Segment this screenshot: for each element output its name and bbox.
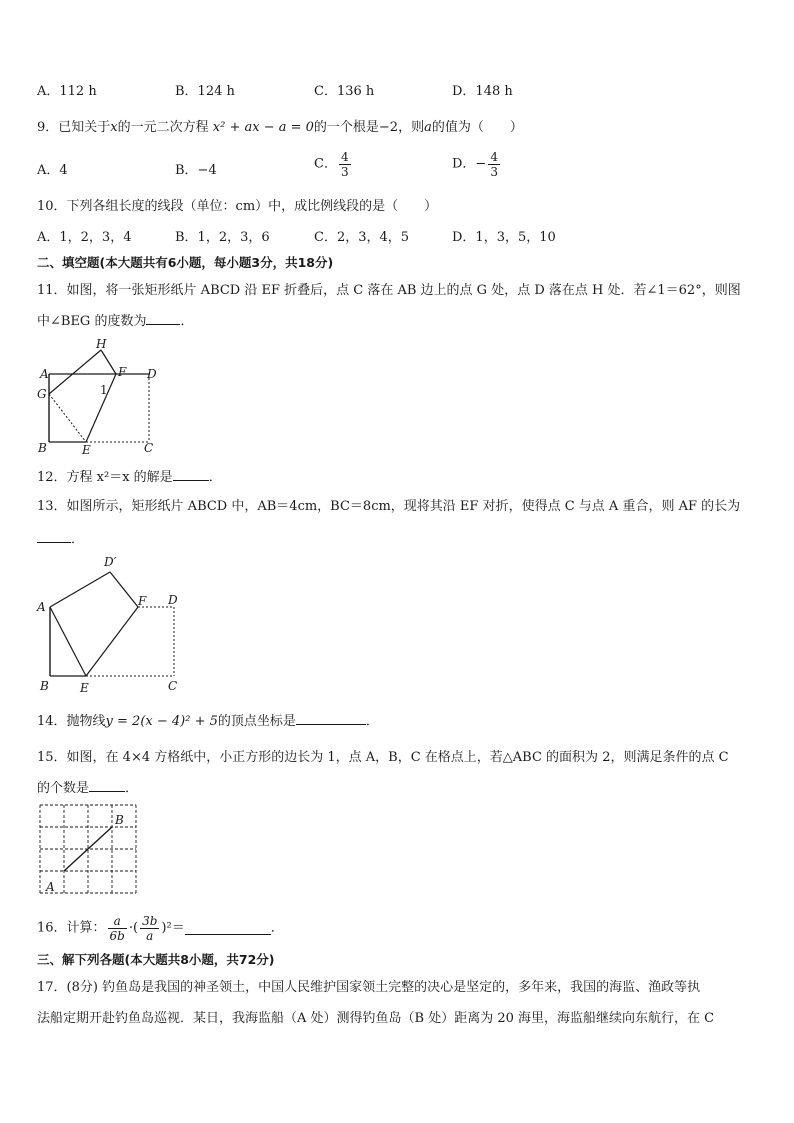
q16-answer-blank — [185, 922, 271, 935]
q11-line1: 11．如图，将一张矩形纸片 ABCD 沿 EF 折叠后，点 C 落在 AB 边上的点 G 处，点 D 落在点 H 处．若∠1＝62°，则图 — [37, 283, 741, 298]
q15-answer-blank — [89, 779, 125, 792]
q8-option-a: A．112 h — [37, 84, 97, 99]
q13-dpf-edge — [110, 572, 138, 607]
q10-option-b: B．1，2，3，6 — [175, 230, 270, 245]
q11-label-d: D — [147, 367, 157, 381]
q12-stem: 12．方程 x²＝x 的解是 ． — [37, 470, 222, 485]
q13-label-f: F — [138, 594, 147, 608]
q15-grid-figure — [36, 803, 142, 897]
q15-line2: 的个数是 ． — [37, 781, 139, 796]
q11-label-e: E — [82, 443, 91, 457]
q17-line1: 17．(8分) 钓鱼岛是我国的神圣领土，中国人民维护国家领土完整的决心是坚定的，多年来，我国的海监、渔政等执 — [37, 980, 701, 995]
q13-figure — [34, 552, 184, 698]
q13-line1: 13．如图所示，矩形纸片 ABCD 中，AB＝4cm，BC＝8cm，现将其沿 EF 对折，使得点 C 与点 A 重合，则 AF 的长为 — [37, 499, 741, 514]
q11-hf-edge — [101, 350, 116, 374]
q8-option-b: B．124 h — [175, 84, 235, 99]
q15-label-a: A — [46, 880, 55, 894]
q14-stem: 14．抛物线y = 2(x − 4)² + 5的顶点坐标是 ． — [37, 714, 379, 729]
q12-answer-blank — [173, 468, 209, 481]
q10-stem: 10．下列各组长度的线段（单位：cm）中，成比例线段的是（ ） — [37, 199, 438, 214]
q9-option-c: C． $\frac{4}{3}$ — [314, 150, 349, 179]
q16-stem: 16．计算： $\frac{a}{6b}$ ·( $\frac{3b}{a}$ )²＝ ． — [37, 914, 284, 943]
q11-label-a: A — [40, 367, 49, 381]
q8-option-c: C．136 h — [314, 84, 375, 99]
q11-label-1: 1 — [100, 383, 108, 397]
q13-ae-edge — [50, 607, 86, 676]
q9-stem: 9．已知关于x的一元二次方程 x² + ax − a = 0的一个根是−2，则a的值为（ ） — [37, 120, 523, 135]
q13-label-d: D — [168, 593, 178, 607]
q11-figure — [34, 336, 164, 458]
q9-option-b: B．−4 — [175, 163, 217, 178]
q10-option-c: C．2，3，4，5 — [314, 230, 410, 245]
q11-label-g: G — [37, 387, 47, 401]
q13-label-dprime: D′ — [104, 555, 117, 569]
q10-option-a: A．1，2，3，4 — [37, 230, 132, 245]
q8-option-d: D．148 h — [452, 84, 513, 99]
q14-answer-blank — [296, 712, 366, 725]
q15-label-b: B — [115, 813, 124, 827]
q11-answer-blank — [146, 312, 180, 325]
q11-line2: 中∠BEG 的度数为 ． — [37, 314, 194, 329]
q15-line1: 15．如图，在 4×4 方格纸中，小正方形的边长为 1，点 A，B，C 在格点上，若△ABC 的面积为 2，则满足条件的点 C — [37, 750, 729, 765]
section-3-heading: 三、解下列各题(本大题共8小题，共72分) — [37, 952, 275, 967]
q13-label-a: A — [37, 600, 46, 614]
q13-label-e: E — [80, 681, 89, 695]
q13-label-c: C — [168, 679, 178, 693]
q9-option-a: A．4 — [37, 163, 68, 178]
q11-ge-dashed — [49, 394, 86, 442]
q13-adp-edge — [50, 572, 110, 607]
q13-ef-fold — [86, 607, 138, 676]
q11-label-c: C — [144, 441, 154, 455]
q10-option-d: D．1，3，5，10 — [452, 230, 556, 245]
q9-option-d: D．− $\frac{4}{3}$ — [452, 150, 498, 179]
q13-label-b: B — [40, 679, 49, 693]
q11-gh-edge — [49, 350, 101, 394]
section-2-heading: 二、填空题(本大题共有6小题，每小题3分，共18分) — [37, 255, 334, 270]
q11-label-h: H — [96, 337, 107, 351]
q13-answer-blank — [37, 530, 71, 543]
q11-label-b: B — [38, 441, 47, 455]
q17-line2: 法船定期开赴钓鱼岛巡视．某日，我海监船（A 处）测得钓鱼岛（B 处）距离为 20 海里，海监船继续向东航行，在 C — [37, 1011, 715, 1026]
q13-line2: ． — [37, 530, 84, 549]
q11-label-f: F — [118, 365, 127, 379]
